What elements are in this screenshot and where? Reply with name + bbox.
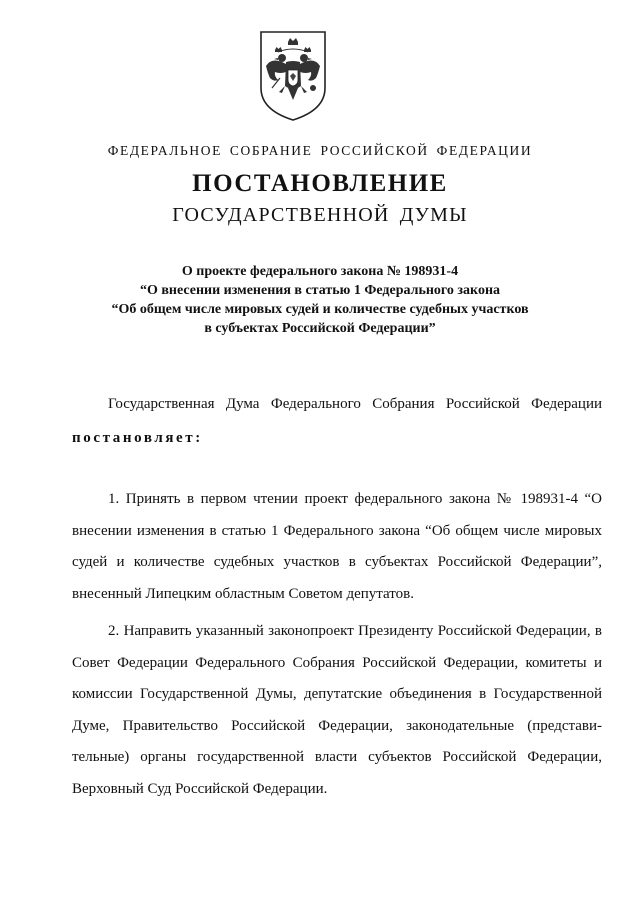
resolution-paragraph-2: 2. Направить указанный законопроект Президенту Российской Федерации, в Совет Федерации Федерального Собрания Российской Федерации, комитеты и комиссии Государственной Думы, депутатские объединения в Государственной Думе, Правительство Российской Федерации, законодательные (представи-тельные) органы государственной власти субъектов Российской Федерации, Верховный Суд Российской Федерации. (72, 623, 602, 797)
subject-line: “Об общем числе мировых судей и количестве судебных участков (111, 302, 529, 317)
organization-name: ФЕДЕРАЛЬНОЕ СОБРАНИЕ РОССИЙСКОЙ ФЕДЕРАЦИИ (107, 143, 533, 158)
document-type-title: ПОСТАНОВЛЕНИЕ (192, 170, 448, 197)
resolution-paragraph-1: 1. Принять в первом чтении проект федерального закона № 198931-4 “О внесении изменения в статью 1 Федерального закона “Об общем числе мировых судей и количестве судебных участков в субъектах Российской Федерации”, внесенный Липецким областным Советом депутатов. (72, 491, 602, 602)
document-subject (0, 262, 640, 338)
subject-line: “О внесении изменения в статью 1 Федерального закона (139, 283, 501, 298)
document-issuer-title: ГОСУДАРСТВЕННОЙ ДУМЫ (172, 204, 468, 226)
intro-sentence: Государственная Дума Федерального Собрания Российской Федерации (108, 396, 602, 412)
decree-word: постановляет: (72, 430, 203, 446)
russian-coat-of-arms-icon (258, 30, 328, 122)
subject-line: в субъектах Российской Федерации” (204, 321, 436, 336)
subject-line: О проекте федерального закона № 198931-4 (181, 264, 459, 279)
